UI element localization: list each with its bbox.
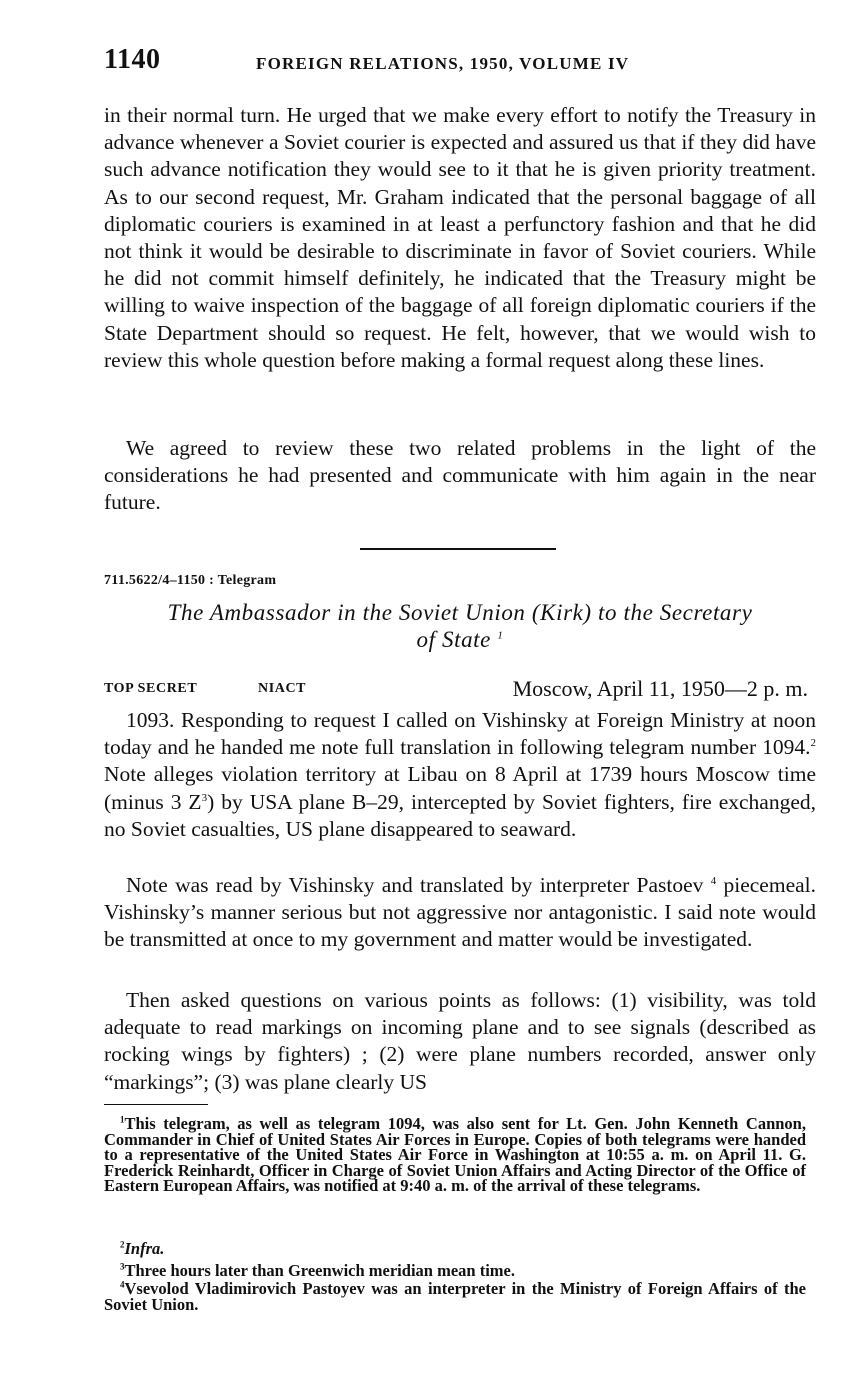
footnote-rule (104, 1104, 208, 1105)
text-run: ) by USA plane B–29, intercepted by Soviet fighters, fire exchanged, no Soviet casualties, US plane disappeared to seaward. (104, 789, 817, 841)
footnote-3 (104, 1263, 806, 1279)
footnote-mark: 2 (120, 1239, 125, 1250)
section-divider (360, 548, 556, 550)
telegram-paragraph-1 (104, 707, 816, 843)
footnote-mark: 2 (810, 737, 816, 750)
telegram-paragraph-3: Then asked questions on various points as follows: (1) visibility, was told adequate to read markings on incoming plane and to see signals (described as rocking wings by fighters) ; (2) were plane numbers recorded, answer only “markings”; (3) was plane clearly US (104, 988, 816, 1094)
title-text: of State (416, 627, 491, 652)
document-title-line-1: The Ambassador in the Soviet Union (Kirk) to the Secretary (167, 600, 753, 625)
footnote-mark: 4 (120, 1279, 125, 1290)
footnote-text: Three hours later than Greenwich meridian mean time. (124, 1261, 515, 1280)
document-title-line-2 (104, 627, 816, 653)
text-run: Note alleges violation territory at Libau on 8 April at 1739 hours Moscow time (minus 3 Z (104, 762, 816, 814)
text-run: Note was read by Vishinsky and translated by interpreter Pastoev (126, 873, 704, 897)
footnote-2 (104, 1241, 806, 1257)
dateline: Moscow, April 11, 1950—2 p. m. (512, 676, 808, 701)
footnote-mark: 3 (120, 1261, 125, 1272)
footnote-4 (104, 1281, 806, 1312)
telegram-paragraph-2 (104, 872, 816, 954)
page-number: 1140 (104, 44, 161, 75)
classification: TOP SECRET (104, 681, 198, 696)
footnote-mark: 3 (201, 791, 208, 804)
footnote-mark: 4 (710, 874, 717, 887)
footnote-1 (104, 1116, 806, 1194)
precedence: NIACT (258, 681, 307, 696)
footnote-text: This telegram, as well as telegram 1094, was also sent for Lt. Gen. John Kenneth Cannon, Commander in Chief of United States Air Forces in Europe. Copies of both telegrams were handed to a representative of the United States Air Force in Washington at 10:55 a. m. on April 11. G. Frederick Reinhardt, Officer in Charge of Soviet Union Affairs and Acting Director of the Office of Eastern European Affairs, was notified at 9:40 a. m. of the arrival of these telegrams. (104, 1114, 806, 1195)
text-run: 1093. Responding to request I called on Vishinsky at Foreign Ministry at noon today and he handed me note full translation in following telegram number 1094. (104, 708, 816, 760)
text-run: piecemeal. Vishinsky’s manner serious but not aggressive nor antagonistic. I said note would be transmitted at once to my government and matter would be investigated. (104, 873, 817, 952)
footnote-text: Vsevolod Vladimirovich Pastoyev was an interpreter in the Ministry of Foreign Affairs of the Soviet Union. (104, 1279, 806, 1314)
footnote-text: Infra. (124, 1239, 165, 1258)
continuation-paragraph-1: in their normal turn. He urged that we make every effort to notify the Treasury in advance whenever a Soviet courier is expected and assured us that if they did have such advance notification they would see to it that he is given priority treatment. As to our second request, Mr. Graham indicated that the personal baggage of all diplomatic couriers is examined in at least a perfunctory fashion and that he did not think it would be desirable to discriminate in favor of Soviet couriers. While he did not commit himself definitely, he indicated that the Treasury might be willing to waive inspection of the baggage of all foreign diplomatic couriers if the State Department should so request. He felt, however, that we would wish to review this whole question before making a formal request along these lines. (104, 103, 816, 372)
page-header (104, 44, 815, 84)
continuation-paragraph-2: We agreed to review these two related problems in the light of the considerations he had presented and communicate with him again in the near future. (104, 436, 816, 515)
footnote-mark: 1 (120, 1114, 125, 1125)
file-reference: 711.5622/4–1150 : Telegram (104, 573, 277, 588)
running-head: FOREIGN RELATIONS, 1950, VOLUME IV (256, 54, 630, 73)
footnote-mark: 1 (497, 629, 504, 642)
